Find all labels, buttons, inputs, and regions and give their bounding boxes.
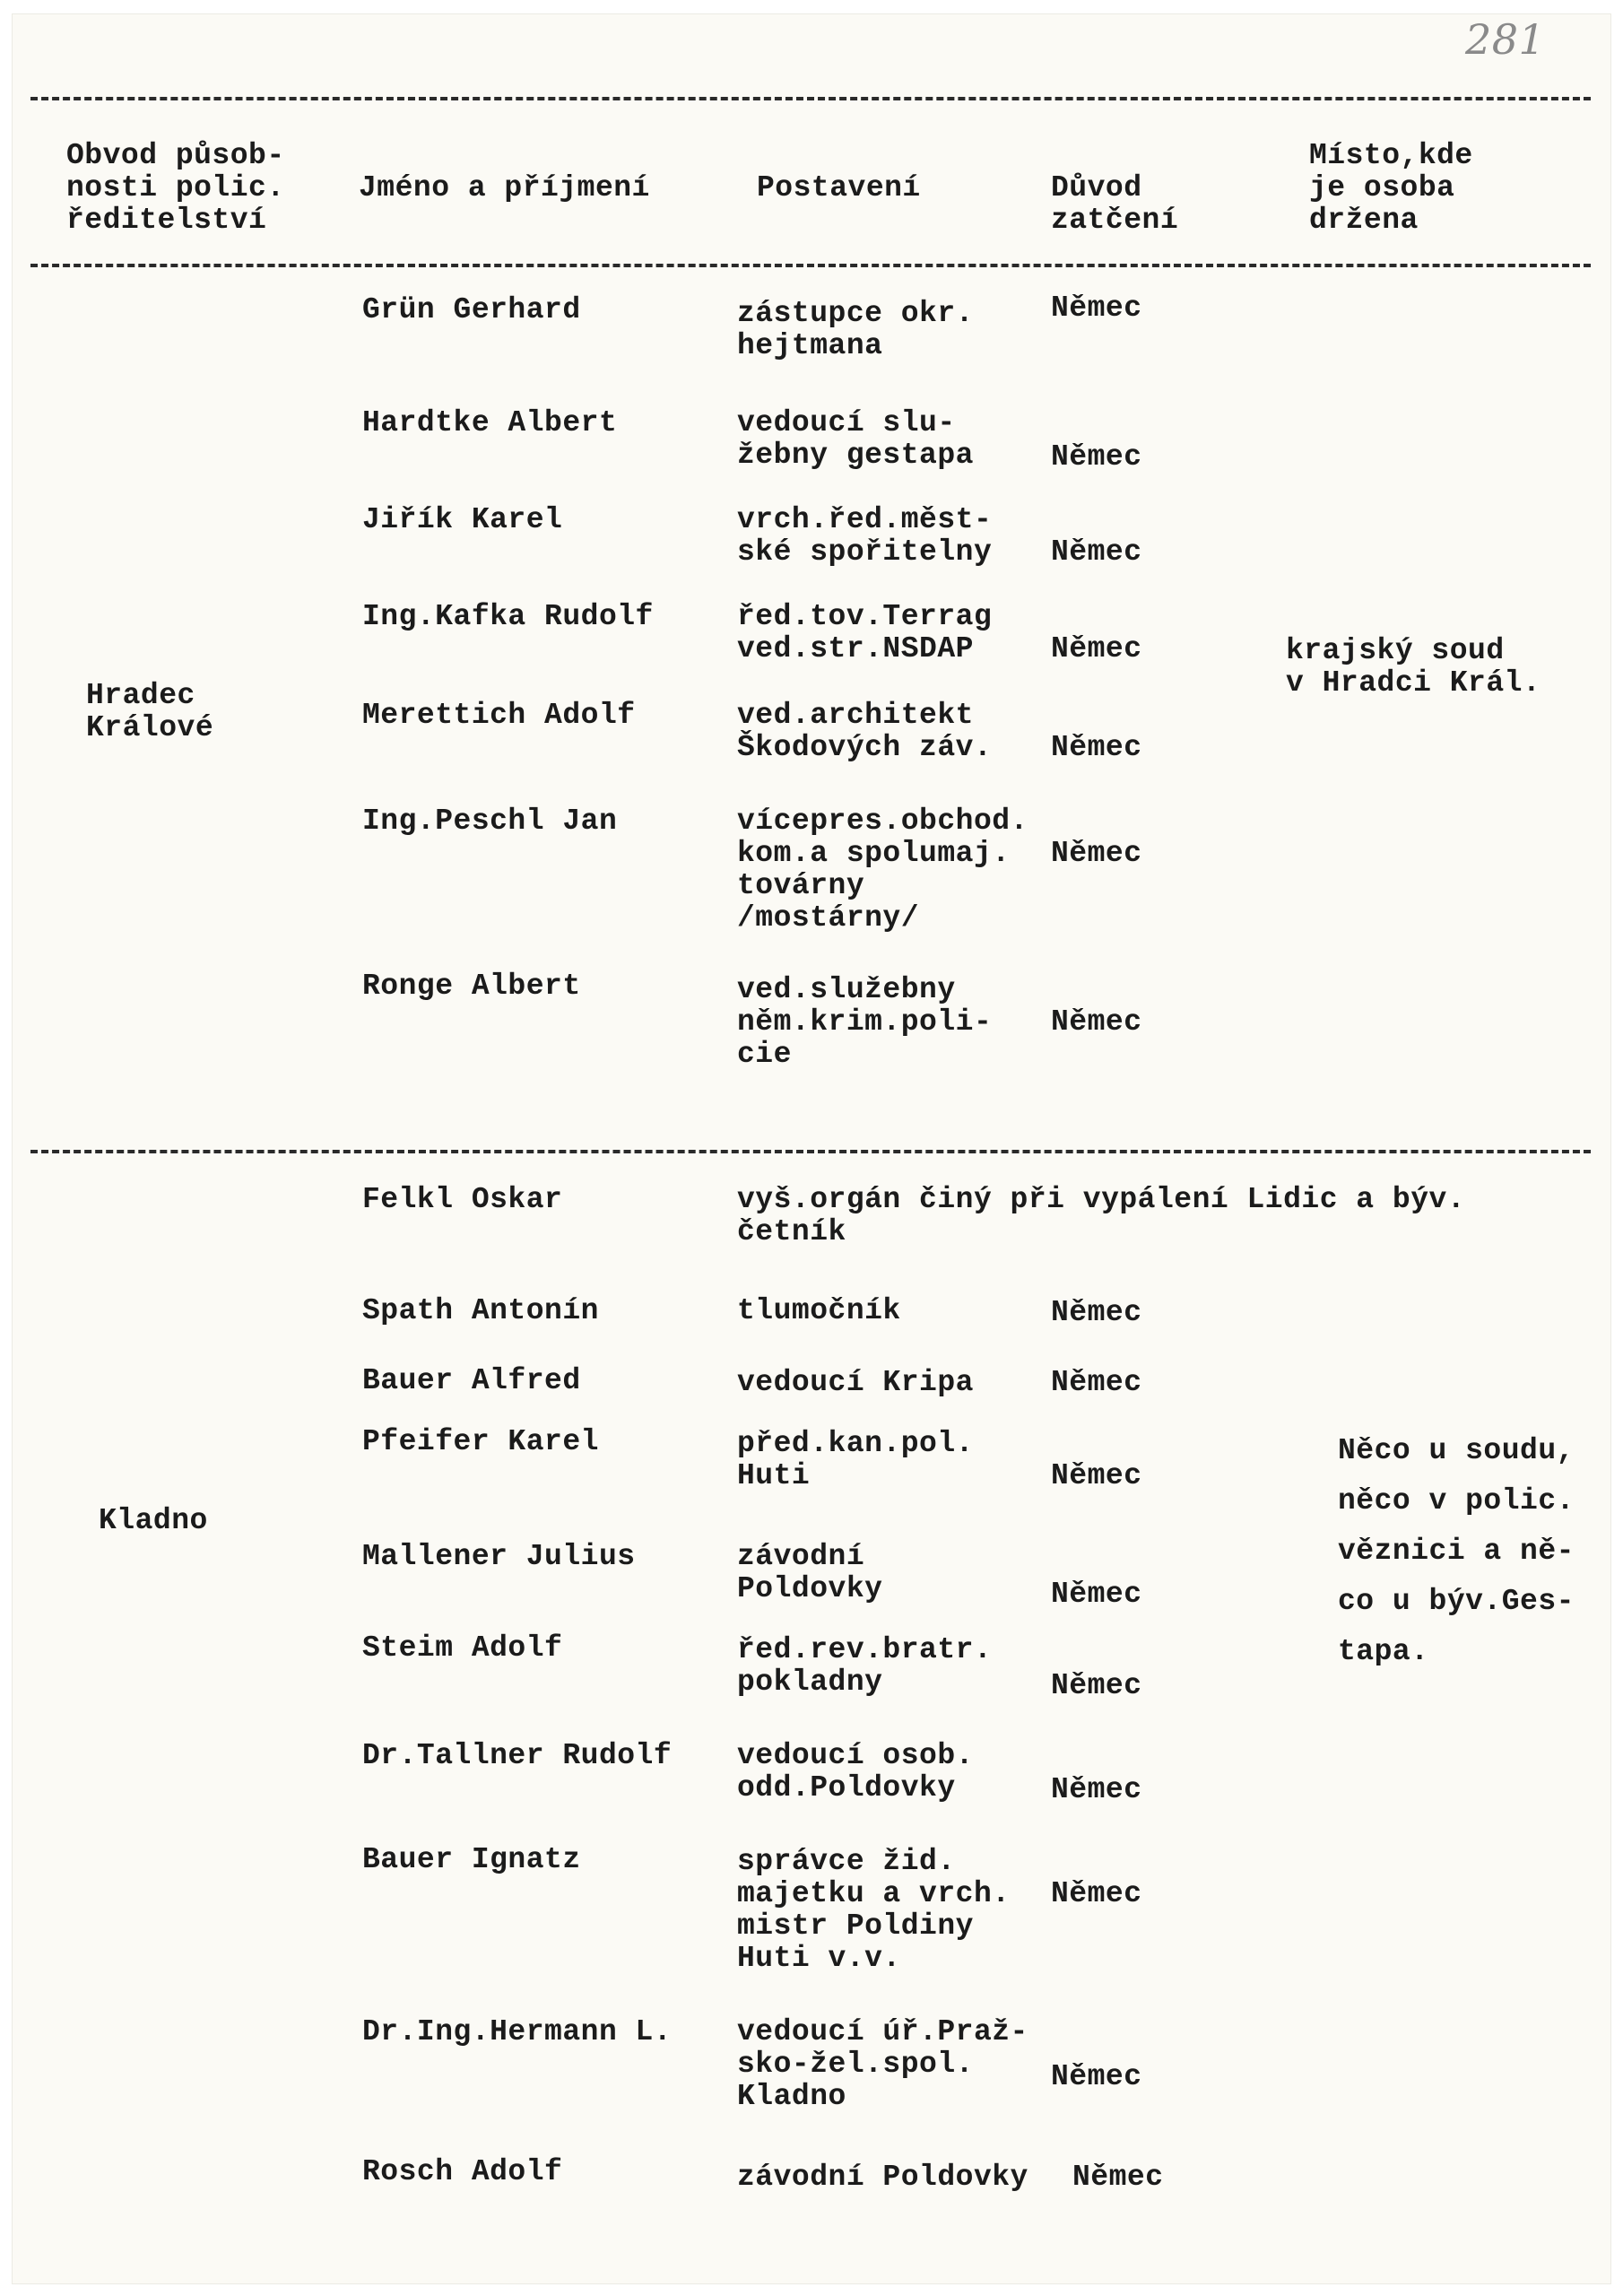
header-district: Obvod působ- nosti polic. ředitelství <box>66 139 285 237</box>
person-position: ved.služebny něm.krim.poli- cie <box>737 973 993 1071</box>
person-name: Hardtke Albert <box>362 406 618 439</box>
header-bottom-rule <box>30 264 1591 267</box>
person-position: vyš.orgán činý při vypálení Lidic a býv. četník <box>737 1183 1466 1248</box>
person-name: Bauer Ignatz <box>362 1843 581 1876</box>
header-position: Postavení <box>757 171 921 204</box>
person-name: Ing.Kafka Rudolf <box>362 600 654 633</box>
person-position: tlumočník <box>737 1294 901 1327</box>
arrest-reason: Němec <box>1051 1296 1142 1329</box>
person-position: vícepres.obchod. kom.a spolumaj. továrny /mostárny/ <box>737 804 1028 935</box>
arrest-reason: Němec <box>1072 2161 1164 2194</box>
person-name: Jiřík Karel <box>362 503 563 536</box>
arrest-reason: Němec <box>1051 837 1142 870</box>
arrest-reason: Němec <box>1051 1366 1142 1399</box>
header-place: Místo,kde je osoba držena <box>1309 139 1473 237</box>
person-name: Rosch Adolf <box>362 2155 563 2188</box>
person-position: vedoucí osob. odd.Poldovky <box>737 1739 974 1805</box>
header-reason: Důvod zatčení <box>1051 171 1179 237</box>
arrest-reason: Němec <box>1051 1877 1142 1910</box>
person-position: vedoucí Kripa <box>737 1366 974 1399</box>
arrest-reason: Němec <box>1051 1669 1142 1702</box>
arrest-reason: Němec <box>1051 1459 1142 1492</box>
arrest-reason: Němec <box>1051 440 1142 474</box>
person-position: vedoucí úř.Praž- sko-žel.spol. Kladno <box>737 2015 1028 2113</box>
person-name: Pfeifer Karel <box>362 1425 599 1458</box>
person-name: Spath Antonín <box>362 1294 599 1327</box>
person-name: Steim Adolf <box>362 1631 563 1665</box>
arrest-reason: Němec <box>1051 731 1142 764</box>
person-name: Ronge Albert <box>362 970 581 1003</box>
person-position: řed.tov.Terrag ved.str.NSDAP <box>737 600 993 665</box>
person-name: Felkl Oskar <box>362 1183 563 1216</box>
person-name: Mallener Julius <box>362 1540 636 1573</box>
person-position: vrch.řed.měst- ské spořitelny <box>737 503 993 569</box>
section-place: Něco u soudu, něco v polic. věznici a ně- co u býv.Ges- tapa. <box>1338 1434 1575 1668</box>
person-position: před.kan.pol. Huti <box>737 1427 974 1492</box>
arrest-reason: Němec <box>1051 535 1142 569</box>
arrest-reason: Němec <box>1051 1005 1142 1039</box>
header-name: Jméno a příjmení <box>359 171 650 204</box>
section-district: Kladno <box>99 1504 208 1537</box>
arrest-reason: Němec <box>1051 1578 1142 1611</box>
person-name: Grün Gerhard <box>362 293 581 326</box>
person-name: Bauer Alfred <box>362 1364 581 1397</box>
person-position: ved.architekt Škodových záv. <box>737 699 993 764</box>
section-place: krajský soud v Hradci Král. <box>1286 634 1541 700</box>
person-position: závodní Poldovky <box>737 1540 883 1605</box>
document-page <box>13 14 1610 2283</box>
person-position: závodní Poldovky <box>737 2161 1028 2194</box>
person-position: řed.rev.bratr. pokladny <box>737 1633 993 1699</box>
person-name: Dr.Tallner Rudolf <box>362 1739 673 1772</box>
arrest-reason: Němec <box>1051 291 1142 325</box>
person-name: Ing.Peschl Jan <box>362 804 618 838</box>
section-district: Hradec Králové <box>86 679 214 744</box>
page-number: 281 <box>1465 15 1546 64</box>
person-position: zástupce okr. hejtmana <box>737 297 974 362</box>
person-position: správce žid. majetku a vrch. mistr Poldiny Huti v.v. <box>737 1845 1011 1975</box>
person-name: Dr.Ing.Hermann L. <box>362 2015 673 2048</box>
arrest-reason: Němec <box>1051 1773 1142 1806</box>
person-name: Merettich Adolf <box>362 699 636 732</box>
arrest-reason: Němec <box>1051 2060 1142 2093</box>
section-divider-rule <box>30 1150 1591 1153</box>
arrest-reason: Němec <box>1051 632 1142 665</box>
header-top-rule <box>30 97 1591 100</box>
person-position: vedoucí slu- žebny gestapa <box>737 406 974 472</box>
